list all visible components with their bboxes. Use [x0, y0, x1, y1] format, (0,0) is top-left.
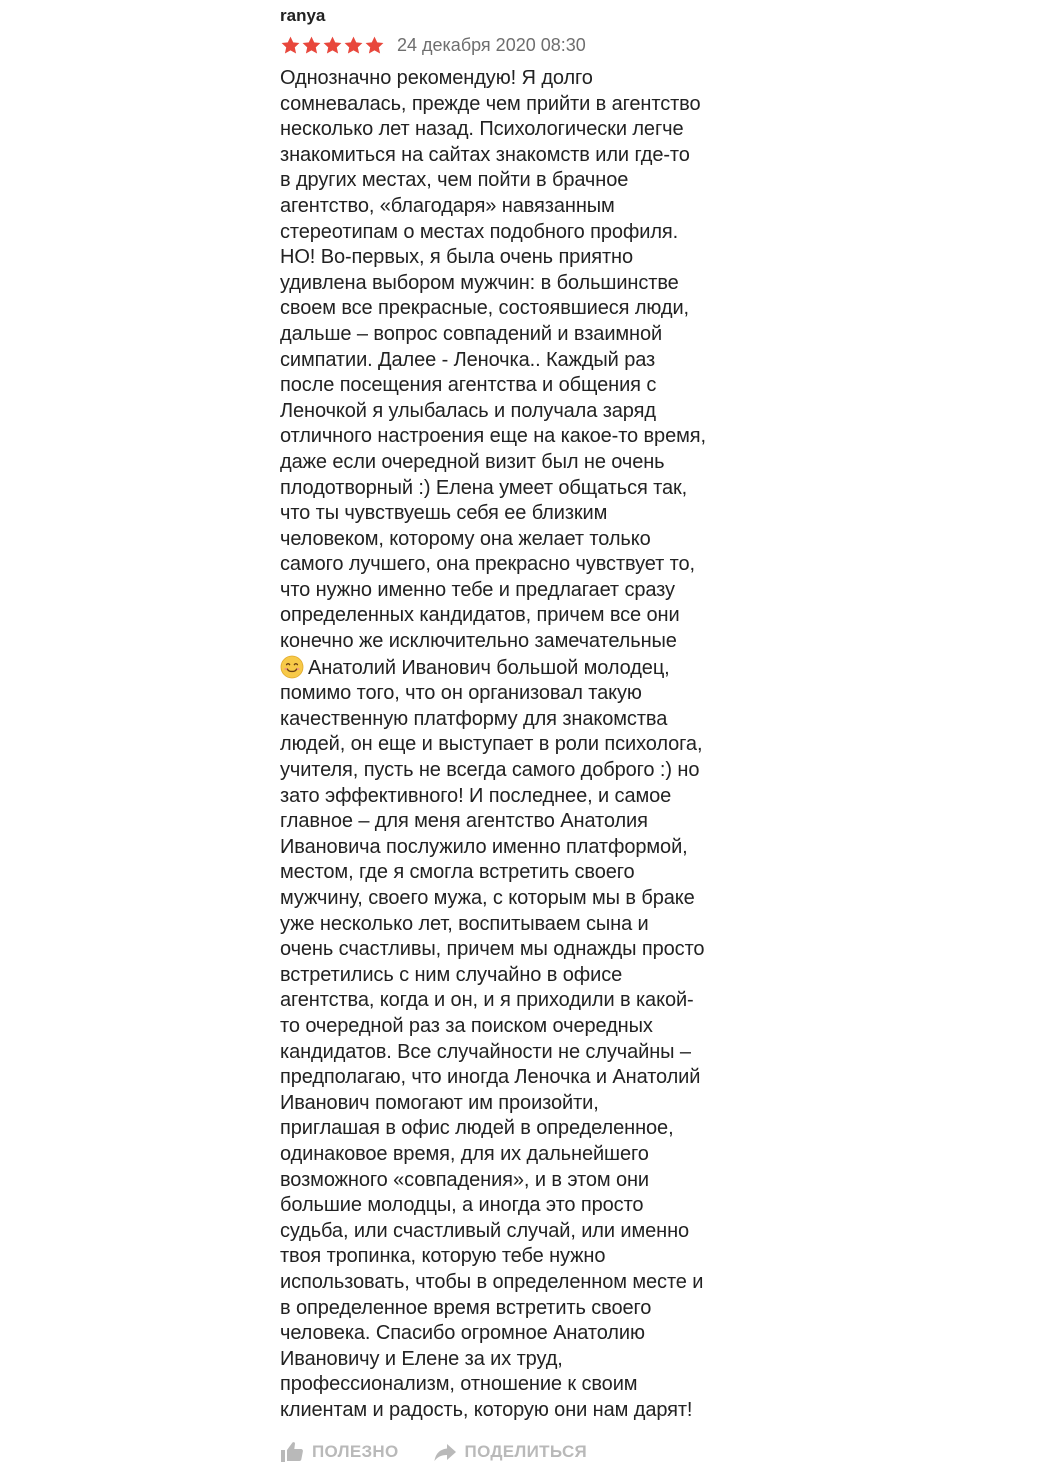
review-author[interactable]: ranya [280, 6, 326, 25]
review-text-part1: Однозначно рекомендую! Я долго сомневалась, прежде чем прийти в агентство несколько лет назад. Психологически легче знакомиться на сайтах знакомств или где-то в других местах, чем пойти в брачное агентство, «благодаря» навязанным стереотипам о местах подобного профиля. НО! Во-первых, я была очень приятно удивлена выбором мужчин: в большинстве своем все прекрасные, состоявшиеся люди, дальше – вопрос совпадений и взаимной симпатии. Далее - Леночка.. Каждый раз после посещения агентства и общения с Леночкой я улыбалась и получала заряд отличного настроения еще на какое-то время, даже если очередной визит был не очень плодотворный :) Елена умеет общаться так, что ты чувствуешь себя ее близким человеком, которому она желает только самого лучшего, она прекрасно чувствует то, что нужно именно тебе и предлагает сразу определенных кандидатов, причем все они конечно же исключительно замечательные [280, 67, 706, 653]
share-arrow-icon [433, 1440, 457, 1464]
review-card [280, 4, 750, 1423]
useful-label: ПОЛЕЗНО [312, 1442, 399, 1461]
review-text [280, 66, 750, 1423]
star-icon [301, 35, 322, 56]
star-icon [280, 35, 301, 56]
review-actions [280, 1437, 621, 1467]
review-text-part2: Анатолий Иванович большой молодец, помимо того, что он организовал такую качественную платформу для знакомства людей, он еще и выступает в роли психолога, учителя, пусть не всегда самого доброго :) но зато эффективного! И последнее, и самое главное – для меня агентство Анатолия Ивановича послужило именно платформой, местом, где я смогла встретить своего мужчину, своего мужа, с которым мы в браке уже несколько лет, воспитываем сына и очень счастливы, причем мы однажды просто встретились с ним случайно в офисе агентства, когда и он, и я приходили в какой- то очередной раз за поиском очередных кандидатов. Все случайности не случайны – предполагаю, что иногда Леночка и Анатолий Иванович помогают им произойти, приглашая в офис людей в определенное, одинаковое время, для их дальнейшего возможного «совпадения», и в этом они большие молодцы, а иногда это просто судьба, или счастливый случай, или именно твоя тропинка, которую тебе нужно использовать, чтобы в определенном месте и в определенное время встретить своего человека. Спасибо огромное Анатолию Ивановичу и Елене за их труд, профессионализм, отношение к своим клиентам и радость, которую они нам дарят! [280, 656, 705, 1421]
review-meta [280, 30, 750, 60]
star-icon [364, 35, 385, 56]
star-icon [322, 35, 343, 56]
rating-stars [280, 35, 385, 56]
star-icon [343, 35, 364, 56]
review-date: 24 декабря 2020 08:30 [397, 35, 586, 55]
share-button[interactable] [433, 1440, 588, 1464]
useful-button[interactable] [280, 1440, 399, 1464]
smiling-face-emoji-icon [280, 655, 304, 679]
thumbs-up-icon [280, 1440, 304, 1464]
share-label: ПОДЕЛИТЬСЯ [464, 1442, 588, 1461]
